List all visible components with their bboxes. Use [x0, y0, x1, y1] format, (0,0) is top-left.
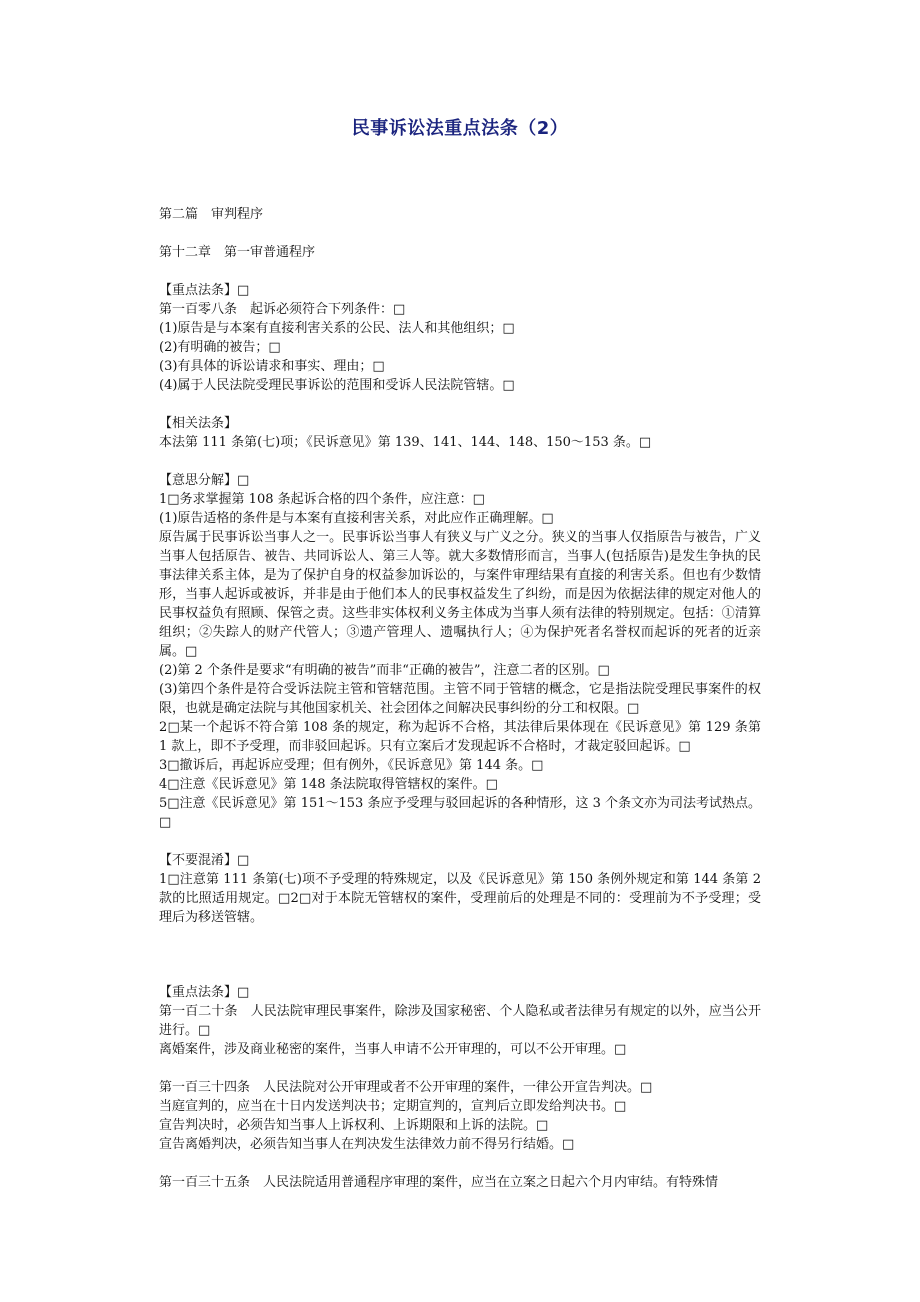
paragraph: 4□注意《民诉意见》第 148 条法院取得管辖权的案件。□	[159, 777, 498, 792]
article-line: (2)有明确的被告；□	[159, 340, 281, 355]
section-heading: 【相关法条】	[159, 416, 238, 431]
article-line: 宣告判决时，必须告知当事人上诉权利、上诉期限和上诉的法院。□	[159, 1118, 549, 1133]
article-line: 当庭宣判的，应当在十日内发送判决书；定期宣判的，宣判后立即发给判决书。□	[159, 1099, 627, 1114]
paragraph: 本法第 111 条第(七)项；《民诉意见》第 139、141、144、148、150～153 条。□	[159, 435, 652, 450]
chapter-heading: 第十二章 第一审普通程序	[159, 245, 316, 260]
paragraph: 3□撤诉后，再起诉应受理；但有例外，《民诉意见》第 144 条。□	[159, 758, 544, 773]
article-line: 第一百二十条 人民法院审理民事案件，除涉及国家秘密、个人隐私或者法律另有规定的以外，应当公开进行。□	[159, 1004, 761, 1038]
paragraph: 1□注意第 111 条第(七)项不予受理的特殊规定，以及《民诉意见》第 150 条例外规定和第 144 条第 2 款的比照适用规定。□2□对于本院无管辖权的案件，受理前后的处理是不同的：受理前为不予受理；受理后为移送管辖。	[159, 872, 761, 925]
part-heading: 第二篇 审判程序	[159, 207, 264, 222]
article-line: (1)原告是与本案有直接利害关系的公民、法人和其他组织；□	[159, 321, 515, 336]
article-line: 第一百三十四条 人民法院对公开审理或者不公开审理的案件，一律公开宣告判决。□	[159, 1080, 653, 1095]
document-body	[159, 205, 761, 1192]
article-line: (3)有具体的诉讼请求和事实、理由；□	[159, 359, 385, 374]
article-line: 第一百三十五条 人民法院适用普通程序审理的案件，应当在立案之日起六个月内审结。有特殊情	[159, 1175, 719, 1190]
paragraph: 2□某一个起诉不符合第 108 条的规定，称为起诉不合格，其法律后果体现在《民诉意见》第 129 条第 1 款上，即不予受理，而非驳回起诉。只有立案后才发现起诉不合格时，才裁定驳回起诉。□	[159, 720, 761, 754]
article-line: 第一百零八条 起诉必须符合下列条件：□	[159, 302, 406, 317]
article-line: 宣告离婚判决，必须告知当事人在判决发生法律效力前不得另行结婚。□	[159, 1137, 575, 1152]
paragraph: (2)第 2 个条件是要求“有明确的被告”而非“正确的被告”，注意二者的区别。□	[159, 663, 610, 678]
section-heading: 【重点法条】□	[159, 985, 250, 1000]
paragraph: 1□务求掌握第 108 条起诉合格的四个条件，应注意：□	[159, 492, 485, 507]
paragraph: (3)第四个条件是符合受诉法院主管和管辖范围。主管不同于管辖的概念，它是指法院受理民事案件的权限，也就是确定法院与其他国家机关、社会团体之间解决民事纠纷的分工和权限。□	[159, 682, 761, 716]
document-title: 民事诉讼法重点法条（2）	[351, 118, 569, 139]
paragraph: 原告属于民事诉讼当事人之一。民事诉讼当事人有狭义与广义之分。狭义的当事人仅指原告与被告，广义当事人包括原告、被告、共同诉讼人、第三人等。就大多数情形而言，当事人(包括原告)是发生争执的民事法律关系主体，是为了保护自身的权益参加诉讼的，与案件审理结果有直接的利害关系。但也有少数情形，当事人起诉或被诉，并非是由于他们本人的民事权益发生了纠纷，而是因为依据法律的规定对他人的民事权益负有照顾、保管之责。这些非实体权利义务主体成为当事人须有法律的特别规定。包括：①清算组织；②失踪人的财产代管人；③遗产管理人、遗嘱执行人；④为保护死者名誉权而起诉的死者的近亲属。□	[159, 530, 761, 659]
section-heading: 【意思分解】□	[159, 473, 250, 488]
article-line: (4)属于人民法院受理民事诉讼的范围和受诉人民法院管辖。□	[159, 378, 515, 393]
section-heading: 【重点法条】□	[159, 283, 250, 298]
paragraph: 5□注意《民诉意见》第 151～153 条应予受理与驳回起诉的各种情形，这 3 个条文亦为司法考试热点。□	[159, 796, 761, 830]
paragraph: (1)原告适格的条件是与本案有直接利害关系，对此应作正确理解。□	[159, 511, 554, 526]
article-line: 离婚案件，涉及商业秘密的案件，当事人申请不公开审理的，可以不公开审理。□	[159, 1042, 627, 1057]
section-heading: 【不要混淆】□	[159, 853, 250, 868]
